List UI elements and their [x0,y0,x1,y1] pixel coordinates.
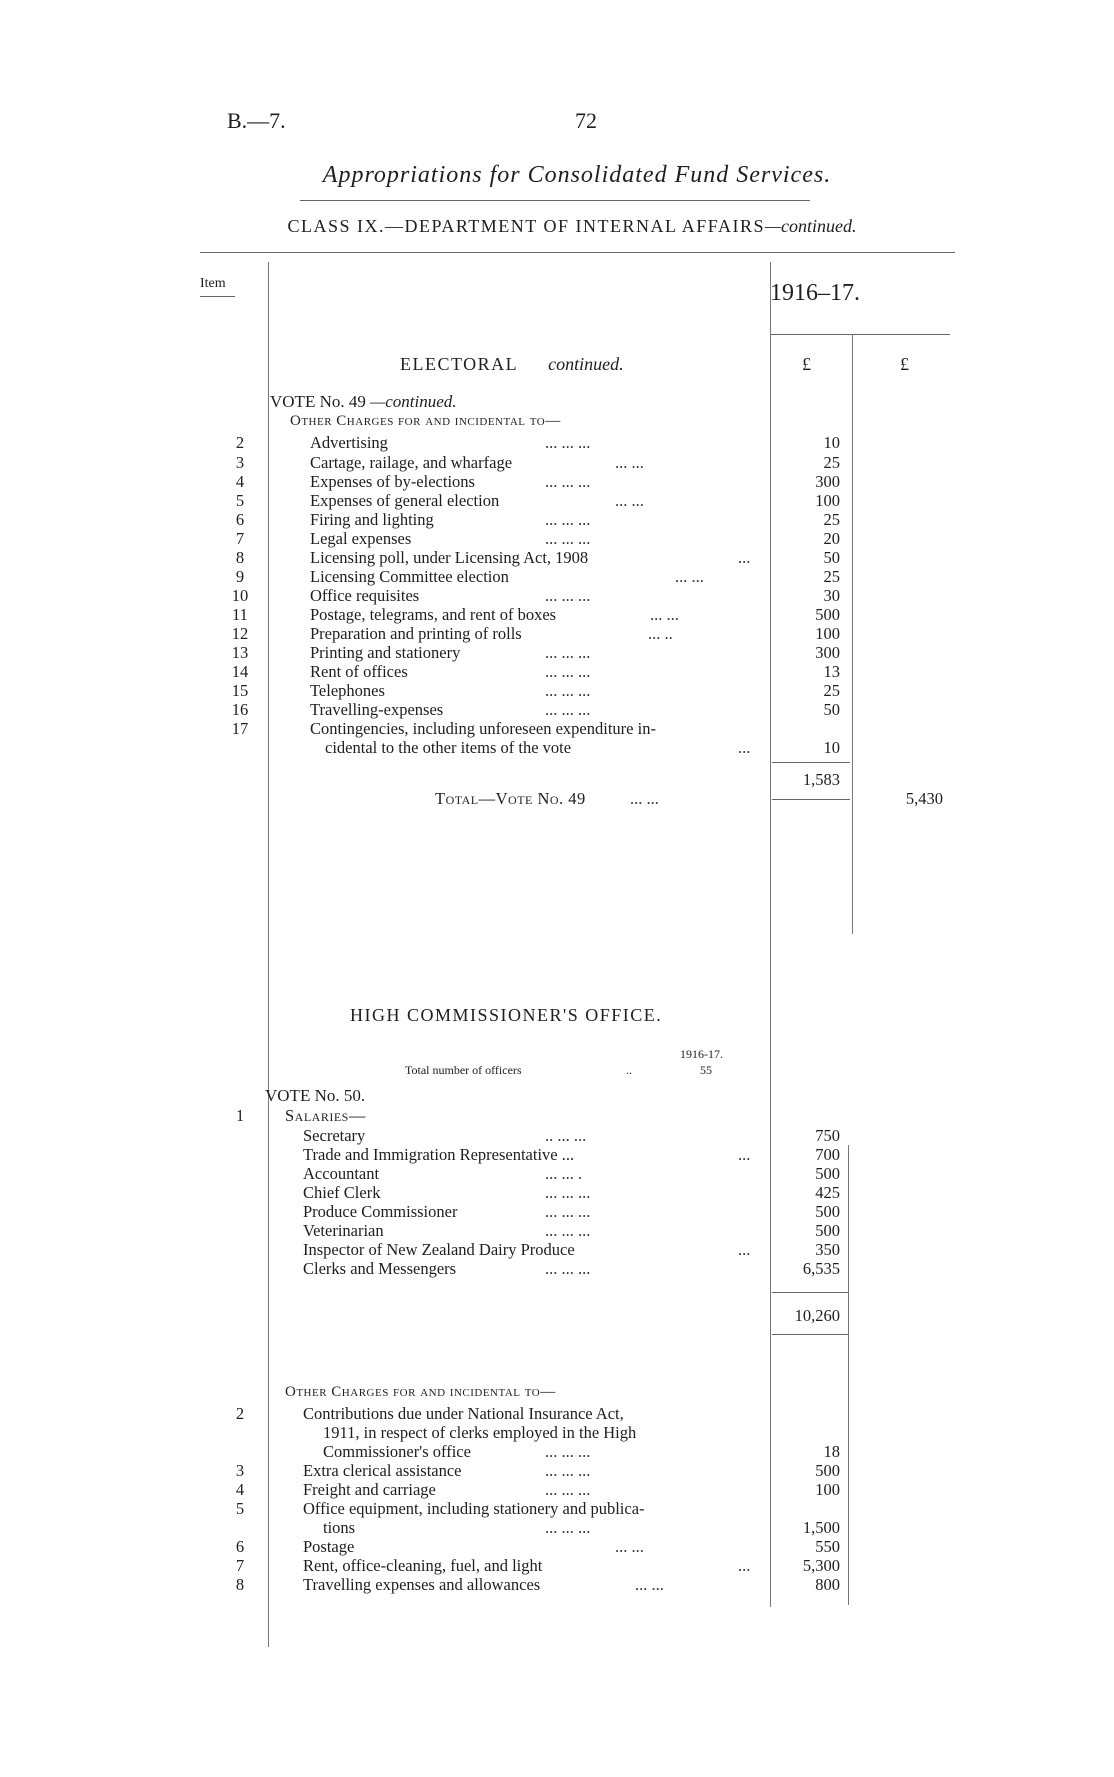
class-title [0,216,1114,237]
title-rule [300,200,810,201]
subtotal-row [0,770,1114,789]
section-title-high-commissioner: HIGH COMMISSIONER'S OFFICE. [350,1005,663,1025]
item-number: 6 [235,510,245,529]
list-item [0,491,1114,510]
item-amount: 500 [815,1202,840,1221]
list-item [0,624,1114,643]
item-label: 1911, in respect of clerks employed in the High [323,1423,637,1442]
list-item [0,529,1114,548]
list-item [0,643,1114,662]
vote-49-continued: —continued. [370,392,457,411]
item-number: 4 [235,1480,245,1499]
salaries-total-rule-bottom [772,1334,848,1335]
item-amount: 100 [815,624,840,643]
item-amount: 18 [823,1442,840,1461]
item-column-header: Item [200,276,226,291]
leader-dots: ... ... [615,491,644,510]
leader-dots: ... .. [648,624,673,643]
item-label: Preparation and printing of rolls [310,624,522,643]
item-label: Accountant [303,1164,380,1183]
item-label: Travelling-expenses [310,700,444,719]
item-amount: 25 [823,681,840,700]
item-label: Extra clerical assistance [303,1461,462,1480]
item-label: Licensing poll, under Licensing Act, 1908 [310,548,589,567]
list-item [0,1499,1114,1518]
list-item [0,719,1114,738]
item-label: Postage [303,1537,355,1556]
item-amount: 425 [815,1183,840,1202]
total-label: Total—Vote No. 49 [435,789,586,808]
leader-dots: ... ... ... [545,662,591,681]
leader-dots: ... ... ... [545,1202,591,1221]
item-number: 2 [235,1404,245,1423]
salaries-heading: Salaries— [285,1106,366,1125]
leader-dots: ... ... [615,1537,644,1556]
total-row [0,789,1114,808]
section-title-electoral [400,354,624,375]
list-item [0,1556,1114,1575]
class-title-text: CLASS IX.—DEPARTMENT OF INTERNAL AFFAIRS [287,216,765,236]
item-label: Expenses of by-elections [310,472,475,491]
list-item [0,1461,1114,1480]
item-number: 4 [235,472,245,491]
page-title: Appropriations for Consolidated Fund Services. [322,162,832,188]
item-label: Freight and carriage [303,1480,436,1499]
item-number: 8 [235,1575,245,1594]
item-number: 15 [231,681,249,700]
header-rule [200,252,955,253]
item-number: 12 [231,624,249,643]
list-item-continuation [0,1518,1114,1537]
item-amount: 20 [823,529,840,548]
leader-dots: ... ... ... [545,1461,591,1480]
item-number: 3 [235,453,245,472]
leader-dots: ... ... ... [545,529,591,548]
item-amount: 750 [815,1126,840,1145]
item-amount: 100 [815,491,840,510]
item-label: Contingencies, including unforeseen expenditure in- [310,719,656,738]
leader-dots: ... ... ... [545,586,591,605]
vote-49-heading [270,392,457,412]
leader-dots: ... [738,548,751,567]
list-item [0,510,1114,529]
item-amount: 300 [815,472,840,491]
other-charges-heading: Other Charges for and incidental to— [285,1384,556,1400]
leader-dots: ... ... ... [545,472,591,491]
vote-50-heading: VOTE No. 50. [265,1086,366,1105]
item-label: Commissioner's office [323,1442,471,1461]
item-amount: 10 [823,738,840,757]
item-number: 5 [235,491,245,510]
item-number: 13 [231,643,249,662]
item-label: Printing and stationery [310,643,461,662]
item-label: Expenses of general election [310,491,500,510]
item-label: Contributions due under National Insurance Act, [303,1404,624,1423]
leader-dots: ... ... ... [545,1183,591,1202]
item-amount: 550 [815,1537,840,1556]
leader-dots: ... ... ... [545,1221,591,1240]
item-number: 9 [235,567,245,586]
item-amount: 1,500 [802,1518,840,1537]
leader-dots: ... ... ... [545,643,591,662]
list-item [0,1126,1114,1145]
item-number: 17 [231,719,249,738]
leader-dots: ... ... ... [545,700,591,719]
leader-dots: ... ... ... [545,510,591,529]
item-amount: 25 [823,510,840,529]
list-item [0,453,1114,472]
subtotal-rule [772,762,850,763]
page-reference: B.—7. [227,108,286,133]
item-number: 16 [231,700,249,719]
vote-49-label: VOTE No. 49 [270,392,366,411]
item-number: 7 [235,529,245,548]
item-amount: 700 [815,1145,840,1164]
leader-dots: ... ... [615,453,644,472]
list-item [0,1202,1114,1221]
item-label: Chief Clerk [303,1183,381,1202]
item-amount: 25 [823,567,840,586]
list-item [0,1145,1114,1164]
item-amount: 13 [823,662,840,681]
section-title-continued: continued. [548,354,624,374]
item-label: Advertising [310,433,388,452]
leader-dots: ... ... . [545,1164,583,1183]
currency-right: £ [900,354,909,374]
item-label: Rent of offices [310,662,408,681]
leader-dots: ... ... ... [545,1518,591,1537]
item-label: Postage, telegrams, and rent of boxes [310,605,557,624]
item-label: Office requisites [310,586,420,605]
subtotal-amount: 1,583 [802,770,840,789]
list-item [0,1259,1114,1278]
leader-dots: ... [738,1145,751,1164]
item-amount: 10 [823,433,840,452]
leader-dots: .. ... ... [545,1126,587,1145]
list-item [0,1404,1114,1423]
list-item [0,1221,1114,1240]
item-number: 2 [235,433,245,452]
leader-dots: ... ... [635,1575,664,1594]
officers-label: Total number of officers [405,1063,522,1077]
other-charges-heading: Other Charges for and incidental to— [290,413,561,429]
item-amount: 5,300 [802,1556,840,1575]
list-item [0,1537,1114,1556]
list-item [0,1480,1114,1499]
leader-dots: .. [626,1063,632,1077]
salaries-total-rule [772,1292,848,1293]
list-item-continuation [0,738,1114,757]
item-amount: 500 [815,605,840,624]
class-title-continued: —continued. [764,216,857,236]
list-item [0,567,1114,586]
item-amount: 350 [815,1240,840,1259]
item-number: 14 [231,662,249,681]
list-item [0,605,1114,624]
section-title-text: ELECTORAL [400,354,519,374]
list-item [0,1183,1114,1202]
item-amount: 30 [823,586,840,605]
item-amount: 50 [823,700,840,719]
leader-dots: ... ... ... [545,1259,591,1278]
item-label: cidental to the other items of the vote [325,738,572,757]
leader-dots: ... ... [650,605,679,624]
list-item [0,1240,1114,1259]
item-amount: 6,535 [802,1259,840,1278]
item-amount: 500 [815,1221,840,1240]
year-column-header: 1916–17. [770,280,860,306]
item-number: 5 [235,1499,245,1518]
leader-dots: ... ... ... [545,433,591,452]
item-label: Licensing Committee election [310,567,509,586]
item-label: Clerks and Messengers [303,1259,457,1278]
page-number: 72 [575,108,597,133]
item-label: tions [323,1518,356,1537]
item-number: 3 [235,1461,245,1480]
year-header-rule [770,334,950,335]
item-label: Telephones [310,681,385,700]
item-label: Travelling expenses and allowances [303,1575,541,1594]
currency-left: £ [802,354,811,374]
item-amount: 25 [823,453,840,472]
item-label: Cartage, railage, and wharfage [310,453,513,472]
item-header-rule [200,296,235,297]
list-item [0,548,1114,567]
item-amount: 800 [815,1575,840,1594]
item-number: 11 [232,605,248,624]
list-item-continuation [0,1423,1114,1442]
list-item [0,1575,1114,1594]
total-amount: 5,430 [905,789,943,808]
leader-dots: ... ... [630,789,659,808]
list-item [0,472,1114,491]
item-label: Produce Commissioner [303,1202,458,1221]
salaries-total-amount: 10,260 [794,1306,840,1325]
item-amount: 300 [815,643,840,662]
leader-dots: ... ... ... [545,1442,591,1461]
item-number: 6 [235,1537,245,1556]
list-item [0,662,1114,681]
officers-count: 55 [700,1063,712,1077]
item-label: Trade and Immigration Representative ... [303,1145,575,1164]
leader-dots: ... ... ... [545,681,591,700]
item-amount: 500 [815,1164,840,1183]
leader-dots: ... ... [675,567,704,586]
item-label: Rent, office-cleaning, fuel, and light [303,1556,543,1575]
leader-dots: ... ... ... [545,1480,591,1499]
salaries-heading-row [0,1106,1114,1125]
list-item [0,700,1114,719]
list-item [0,1164,1114,1183]
list-item [0,586,1114,605]
item-label: Veterinarian [303,1221,384,1240]
list-item [0,433,1114,452]
item-label: Legal expenses [310,529,412,548]
item-label: Office equipment, including stationery and publica- [303,1499,645,1518]
item-number: 8 [235,548,245,567]
leader-dots: ... [738,738,751,757]
leader-dots: ... [738,1240,751,1259]
officers-year: 1916-17. [680,1047,723,1061]
list-item-continuation [0,1442,1114,1461]
salaries-total-row [0,1306,1114,1325]
item-number: 10 [231,586,249,605]
item-number: 1 [235,1106,245,1125]
item-amount: 500 [815,1461,840,1480]
item-label: Firing and lighting [310,510,434,529]
list-item [0,681,1114,700]
item-label: Secretary [303,1126,366,1145]
leader-dots: ... [738,1556,751,1575]
item-amount: 100 [815,1480,840,1499]
item-amount: 50 [823,548,840,567]
item-number: 7 [235,1556,245,1575]
item-label: Inspector of New Zealand Dairy Produce [303,1240,575,1259]
